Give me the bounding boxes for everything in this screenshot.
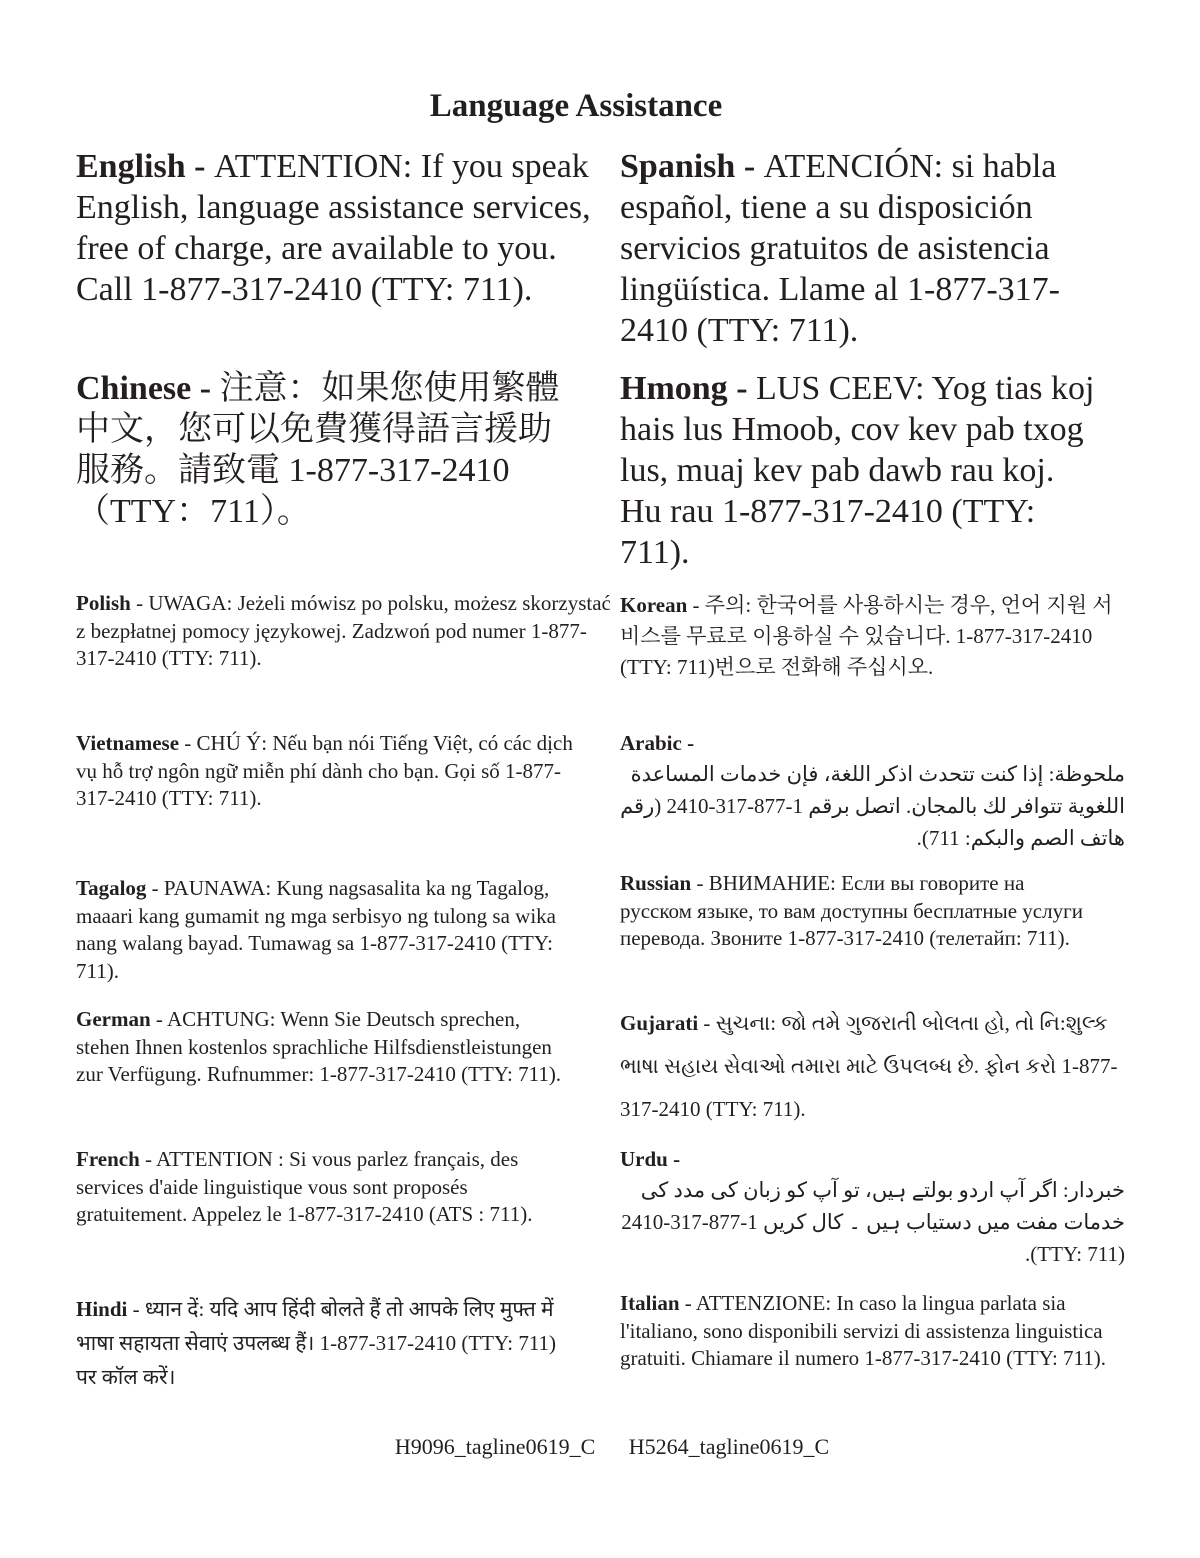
section-spanish: Spanish - ATENCIÓN: si habla español, tiene a su disposición servicios gratuitos de asistencia lingüística. Llame al 1-877-317-2410 (TTY: 711).: [620, 148, 1060, 349]
language-name: Tagalog: [76, 876, 147, 900]
section-tagalog: Tagalog - PAUNAWA: Kung nagsasalita ka ng Tagalog, maaari kang gumamit ng mga serbisyo ng tulong sa wika nang walang bayad. Tumawag sa 1-877-317-2410 (TTY: 711).: [76, 876, 556, 983]
language-name: Vietnamese: [76, 731, 180, 755]
tagline-text: સુચના: જો તમે ગુજરાતી બોલતા હો, તો નિ:શુલ્ક ભાષા સહાય સેવાઓ તમારા માટે ઉપલબ્ધ છે. ફોન કરો 1-877-317-2410 (TTY: 711).: [620, 1011, 1118, 1121]
section-chinese: Chinese - 注意：如果您使用繁體中文，您可以免費獲得語言援助服務。請致電 1-877-317-2410（TTY：711）。: [76, 370, 560, 530]
language-name: Hindi: [76, 1297, 128, 1321]
section-korean: Korean - 주의: 한국어를 사용하시는 경우, 언어 지원 서비스를 무료로 이용하실 수 있습니다. 1-877-317-2410 (TTY: 711)번으로 전화해 주십시오.: [620, 593, 1113, 679]
section-german: German - ACHTUNG: Wenn Sie Deutsch sprechen, stehen Ihnen kostenlos sprachliche Hilfsdienstleistungen zur Verfügung. Rufnummer: 1-877-317-2410 (TTY: 711).: [76, 1007, 562, 1086]
section-urdu: Urdu - خبردار: اگر آپ اردو بولتے ہیں، تو آپ کو زبان کی مدد کی خدمات مفت میں دستیاب ہیں ۔ کال کریں 1-877-317-2410 (TTY: 711).: [620, 1146, 1155, 1270]
section-hmong: Hmong - LUS CEEV: Yog tias koj hais lus Hmoob, cov kev pab txog lus, muaj kev pab dawb rau koj. Hu rau 1-877-317-2410 (TTY: 711).: [620, 370, 1095, 571]
language-name: Russian: [620, 871, 692, 895]
section-russian: Russian - ВНИМАНИЕ: Если вы говорите на русском языке, то вам доступны бесплатные услуги перевода. Звоните 1-877-317-2410 (телетайп: 711).: [620, 871, 1083, 950]
tagline-text: ATTENZIONE: In caso la lingua parlata sia l'italiano, sono disponibili servizi di assistenza linguistica gratuiti. Chiamare il numero 1-877-317-2410 (TTY: 711).: [620, 1291, 1107, 1370]
language-name: English: [76, 148, 186, 185]
tagline-text: ACHTUNG: Wenn Sie Deutsch sprechen, stehen Ihnen kostenlos sprachliche Hilfsdienstleistungen zur Verfügung. Rufnummer: 1-877-317-2410 (TTY: 711).: [76, 1007, 562, 1086]
footer-code: H5264_tagline0619_C: [628, 1434, 830, 1459]
section-french: French - ATTENTION : Si vous parlez français, des services d'aide linguistique vous sont proposés gratuitement. Appelez le 1-877-317-2410 (ATS : 711).: [76, 1147, 533, 1226]
tagline-text: ATTENTION: If you speak English, language assistance services, free of charge, are available to you. Call 1-877-317-2410 (TTY: 711).: [76, 148, 591, 308]
language-name: Polish: [76, 591, 131, 615]
language-name: Gujarati: [620, 1011, 699, 1035]
section-english: English - ATTENTION: If you speak English, language assistance services, free of charge, are available to you. Call 1-877-317-2410 (TTY: 711).: [76, 148, 591, 308]
tagline-text: ВНИМАНИЕ: Если вы говорите на русском языке, то вам доступны бесплатные услуги перевода. Звоните 1-877-317-2410 (телетайп: 711).: [620, 871, 1083, 950]
tagline-text: خبردار: اگر آپ اردو بولتے ہیں، تو آپ کو زبان کی مدد کی خدمات مفت میں دستیاب ہیں ۔ کال کریں 1-877-317-2410 (TTY: 711).: [621, 1177, 1125, 1266]
section-gujarati: Gujarati - સુચના: જો તમે ગુજરાતી બોલતા હો, તો નિ:શુલ્ક ભાષા સહાય સેવાઓ તમારા માટે ઉપલબ્ધ છે. ફોન કરો 1-877-317-2410 (TTY: 711).: [620, 1011, 1118, 1121]
right-column: [620, 146, 1155, 1406]
language-name: Spanish: [620, 148, 736, 185]
tagline-text: CHÚ Ý: Nếu bạn nói Tiếng Việt, có các dịch vụ hỗ trợ ngôn ngữ miễn phí dành cho bạn. Gọi số 1-877-317-2410 (TTY: 711).: [76, 731, 573, 810]
tagline-text: ध्यान दें: यदि आप हिंदी बोलते हैं तो आपके लिए मुफ्त में भाषा सहायता सेवाएं उपलब्ध हैं। 1-877-317-2410 (TTY: 711) पर कॉल करें।: [76, 1297, 557, 1389]
language-name: Korean: [620, 593, 688, 617]
footer-codes: [0, 1434, 1200, 1460]
section-hindi: Hindi - ध्यान दें: यदि आप हिंदी बोलते हैं तो आपके लिए मुफ्त में भाषा सहायता सेवाएं उपलब्ध हैं। 1-877-317-2410 (TTY: 711) पर कॉल करें।: [76, 1297, 557, 1389]
section-arabic: Arabic - ملحوظة: إذا كنت تتحدث اذكر اللغة، فإن خدمات المساعدة اللغوية تتوافر لك بالمجان. اتصل برقم 1-877-317-2410 (رقم هاتف الصم والبكم: 711).: [620, 730, 1155, 854]
language-name: German: [76, 1007, 151, 1031]
tagline-text: LUS CEEV: Yog tias koj hais lus Hmoob, cov kev pab txog lus, muaj kev pab dawb rau koj. Hu rau 1-877-317-2410 (TTY: 711).: [620, 370, 1095, 571]
section-italian: Italian - ATTENZIONE: In caso la lingua parlata sia l'italiano, sono disponibili servizi di assistenza linguistica gratuiti. Chiamare il numero 1-877-317-2410 (TTY: 711).: [620, 1291, 1107, 1370]
section-vietnamese: Vietnamese - CHÚ Ý: Nếu bạn nói Tiếng Việt, có các dịch vụ hỗ trợ ngôn ngữ miễn phí dành cho bạn. Gọi số 1-877-317-2410 (TTY: 711).: [76, 731, 573, 810]
tagline-text: PAUNAWA: Kung nagsasalita ka ng Tagalog, maaari kang gumamit ng mga serbisyo ng tulong sa wika nang walang bayad. Tumawag sa 1-877-317-2410 (TTY: 711).: [76, 876, 556, 983]
tagline-text: UWAGA: Jeżeli mówisz po polsku, możesz skorzystać z bezpłatnej pomocy językowej. Zadzwoń pod numer 1-877-317-2410 (TTY: 711).: [76, 591, 611, 670]
language-name: Arabic: [620, 731, 682, 755]
language-name: Italian: [620, 1291, 680, 1315]
language-name: French: [76, 1147, 140, 1171]
language-name: Hmong: [620, 370, 728, 407]
tagline-text: ملحوظة: إذا كنت تتحدث اذكر اللغة، فإن خدمات المساعدة اللغوية تتوافر لك بالمجان. اتصل برقم 1-877-317-2410 (رقم هاتف الصم والبكم: 711).: [620, 761, 1125, 850]
language-name: Urdu: [620, 1147, 668, 1171]
footer-code: H9096_tagline0619_C: [394, 1434, 596, 1459]
page-title: Language Assistance: [429, 88, 723, 124]
section-polish: Polish - UWAGA: Jeżeli mówisz po polsku, możesz skorzystać z bezpłatnej pomocy językowej. Zadzwoń pod numer 1-877-317-2410 (TTY: 711).: [76, 591, 611, 670]
tagline-text: 주의: 한국어를 사용하시는 경우, 언어 지원 서비스를 무료로 이용하실 수 있습니다. 1-877-317-2410 (TTY: 711)번으로 전화해 주십시오.: [620, 593, 1113, 679]
left-column: [76, 146, 611, 1406]
language-name: Chinese: [76, 370, 192, 407]
tagline-text: ATENCIÓN: si habla español, tiene a su disposición servicios gratuitos de asistencia lingüística. Llame al 1-877-317-2410 (TTY: 711).: [620, 148, 1060, 349]
tagline-text: ATTENTION : Si vous parlez français, des services d'aide linguistique vous sont proposés gratuitement. Appelez le 1-877-317-2410 (ATS : 711).: [76, 1147, 533, 1226]
tagline-text: 注意：如果您使用繁體中文，您可以免費獲得語言援助服務。請致電 1-877-317-2410（TTY：711）。: [76, 370, 560, 530]
